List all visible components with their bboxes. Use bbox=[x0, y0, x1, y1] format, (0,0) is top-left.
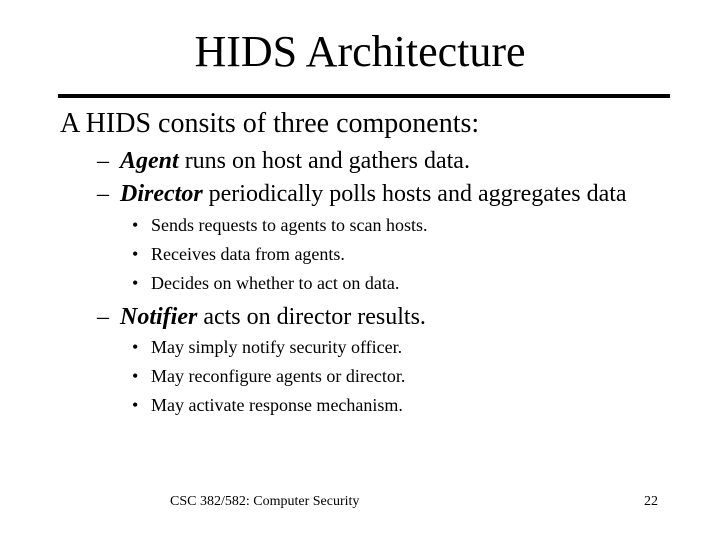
component-term: Agent bbox=[120, 148, 179, 174]
dash-bullet: – bbox=[97, 304, 109, 330]
detail-item bbox=[0, 366, 720, 390]
dot-bullet: • bbox=[132, 244, 139, 264]
detail-text: May simply notify security officer. bbox=[151, 337, 403, 357]
component-description: acts on director results. bbox=[197, 304, 426, 330]
dash-bullet: – bbox=[97, 181, 109, 207]
intro-text: A HIDS consits of three components: bbox=[60, 108, 480, 139]
component-agent bbox=[0, 148, 720, 178]
detail-item bbox=[0, 395, 720, 419]
detail-text: Receives data from agents. bbox=[151, 244, 345, 264]
title-divider bbox=[58, 94, 670, 98]
detail-item bbox=[0, 244, 720, 268]
component-term: Notifier bbox=[120, 304, 198, 330]
footer-page-number: 22 bbox=[644, 494, 658, 509]
detail-item bbox=[0, 215, 720, 239]
slide-title: HIDS Architecture bbox=[194, 27, 526, 76]
detail-text: May reconfigure agents or director. bbox=[151, 366, 406, 386]
detail-text: May activate response mechanism. bbox=[151, 395, 403, 415]
detail-item bbox=[0, 273, 720, 297]
component-term: Director bbox=[120, 181, 203, 207]
dot-bullet: • bbox=[132, 366, 139, 386]
footer-course: CSC 382/582: Computer Security bbox=[170, 494, 360, 509]
dot-bullet: • bbox=[132, 215, 139, 235]
detail-text: Sends requests to agents to scan hosts. bbox=[151, 215, 428, 235]
dot-bullet: • bbox=[132, 395, 139, 415]
component-description: periodically polls hosts and aggregates data bbox=[202, 181, 627, 207]
detail-text: Decides on whether to act on data. bbox=[151, 273, 400, 293]
component-notifier bbox=[0, 304, 720, 334]
component-director bbox=[0, 181, 720, 211]
dash-bullet: – bbox=[97, 148, 109, 174]
component-description: runs on host and gathers data. bbox=[178, 148, 470, 174]
dot-bullet: • bbox=[132, 273, 139, 293]
dot-bullet: • bbox=[132, 337, 139, 357]
detail-item bbox=[0, 337, 720, 361]
